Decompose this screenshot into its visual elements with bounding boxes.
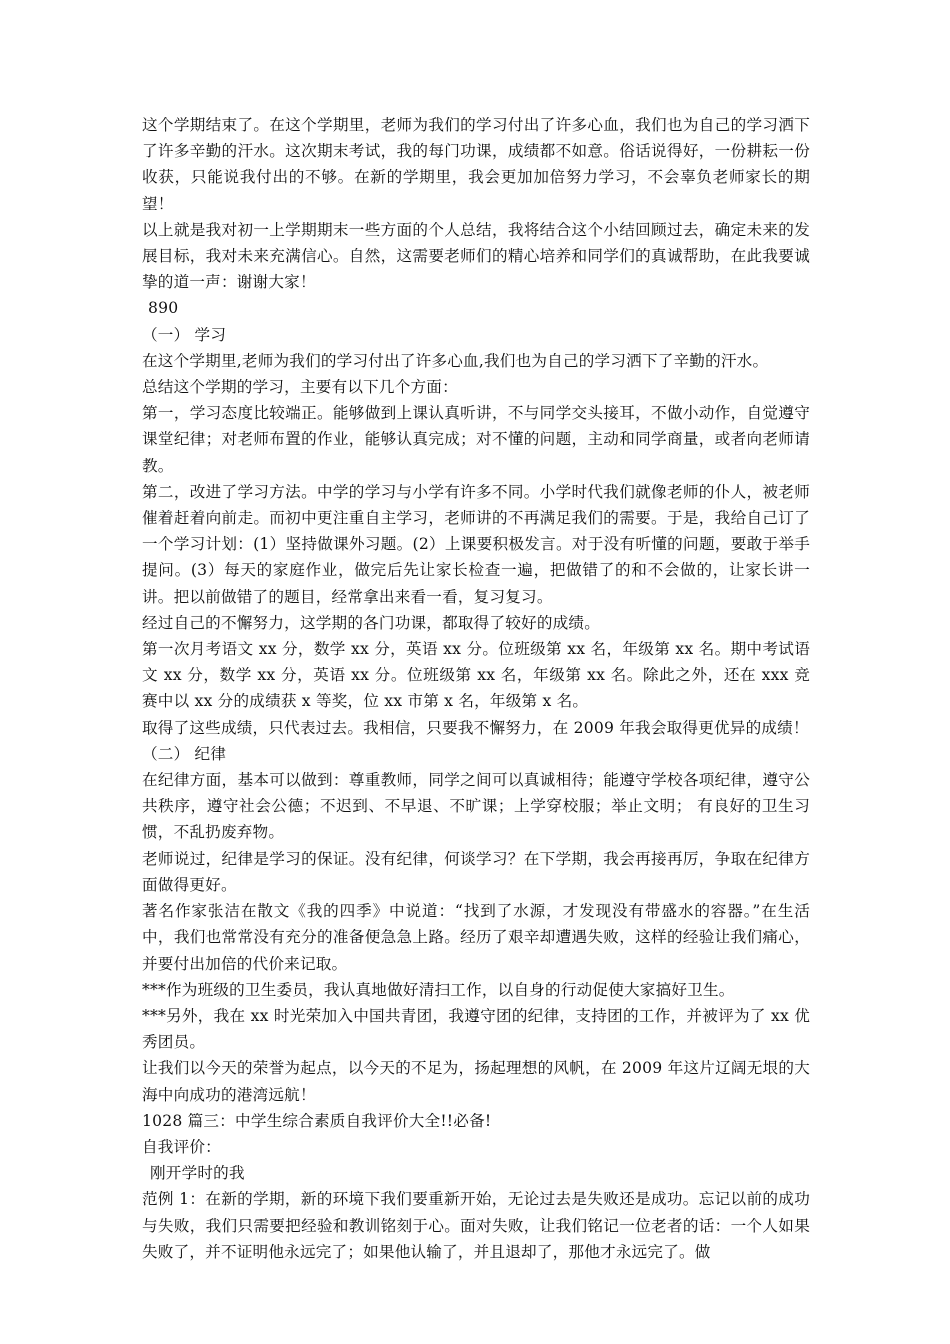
paragraph-youth-league: ***另外，我在 xx 时光荣加入中国共青团，我遵守团的纪律，支持团的工作，并被评为了 xx 优秀团员。	[142, 1006, 810, 1052]
subheading-start-of-term: 刚开学时的我	[150, 1164, 245, 1183]
paragraph-study-intro: 在这个学期里,老师为我们的学习付出了许多心血,我们也为自己的学习洒下了辛勤的汗水。	[142, 351, 769, 370]
section-heading-study: （一） 学习	[142, 325, 227, 344]
paragraph-hygiene: ***作为班级的卫生委员，我认真地做好清扫工作，以自身的行动促使大家搞好卫生。	[142, 980, 735, 999]
paragraph-achievement: 取得了这些成绩，只代表过去。我相信，只要我不懈努力，在 2009 年我会取得更优异的成绩！	[142, 718, 809, 737]
page-number-890: 890	[148, 299, 179, 318]
paragraph-discipline-teacher: 老师说过，纪律是学习的保证。没有纪律，何谈学习？在下学期，我会再接再厉，争取在纪律方面做得更好。	[142, 849, 810, 894]
chapter-heading-part3: 1028 篇三：中学生综合素质自我评价大全!!必备!	[142, 1111, 492, 1130]
paragraph-semester-end: 这个学期结束了。在这个学期里，老师为我们的学习付出了许多心血，我们也为自己的学习洒下了许多辛勤的汗水。这次期末考试，我的每门功课，成绩都不如意。俗话说得好，一份耕耘一份收获，只能说我付出的不够。在新的学期里，我会更加加倍努力学习，不会辜负老师家长的期望！	[142, 116, 810, 213]
paragraph-study-point-1: 第一，学习态度比较端正。能够做到上课认真听讲，不与同学交头接耳，不做小动作，自觉遵守课堂纪律；对老师布置的作业，能够认真完成；对不懂的问题，主动和同学商量，或者向老师请教。	[142, 404, 810, 475]
paragraph-study-point-2: 第二，改进了学习方法。中学的学习与小学有许多不同。小学时代我们就像老师的仆人，被老师催着赶着向前走。而初中更注重自主学习，老师讲的不再满足我们的需要。于是，我给自己订了一个学习计划：(1）坚持做课外习题。(2）上课要积极发言。对于没有听懂的问题，要敢于举手提问。(3）每天的家庭作业，做完后先让家长检查一遍，把做错了的和不会做的，让家长讲一讲。把以前做错了的题目，经常拿出来看一看，复习复习。	[142, 482, 810, 606]
subheading-self-evaluation: 自我评价：	[142, 1137, 221, 1156]
document-page	[142, 112, 810, 1265]
paragraph-summary-closing: 以上就是我对初一上学期期末一些方面的个人总结，我将结合这个小结回顾过去，确定未来的发展目标，我对未来充满信心。自然，这需要老师们的精心培养和同学们的真诚帮助，在此我要诚挚的道一声：谢谢大家！	[142, 220, 810, 292]
paragraph-sail: 让我们以今天的荣誉为起点，以今天的不足为，扬起理想的风帆，在 2009 年这片辽阔无垠的大海中向成功的港湾远航！	[142, 1059, 810, 1104]
paragraph-exam-scores: 第一次月考语文 xx 分，数学 xx 分，英语 xx 分。位班级第 xx 名，年级第 xx 名。期中考试语文 xx 分，数学 xx 分，英语 xx 分。位班级第 xx 名，年级第 xx 名。除此之外，还在 xxx 竞赛中以 xx 分的成绩获 x 等奖，位 xx 市第 x 名，年级第 x 名。	[142, 640, 810, 711]
paragraph-quote: 著名作家张洁在散文《我的四季》中说道：“找到了水源，才发现没有带盛水的容器。”在生活中，我们也常常没有充分的准备便急急上路。经历了艰辛却遭遇失败，这样的经验让我们痛心，并要付出加倍的代价来记取。	[142, 902, 810, 973]
paragraph-study-summary: 总结这个学期的学习，主要有以下几个方面：	[142, 378, 458, 397]
paragraph-example-1: 范例 1：在新的学期，新的环境下我们要重新开始，无论过去是失败还是成功。忘记以前的成功与失败，我们只需要把经验和教训铭刻于心。面对失败，让我们铭记一位老者的话：一个人如果失败了，并不证明他永远完了；如果他认输了，并且退却了，那他才永远完了。做	[142, 1190, 810, 1261]
section-heading-discipline: （二） 纪律	[142, 744, 227, 763]
paragraph-study-result: 经过自己的不懈努力，这学期的各门功课，都取得了较好的成绩。	[142, 613, 601, 632]
paragraph-discipline: 在纪律方面，基本可以做到：尊重教师，同学之间可以真诚相待；能遵守学校各项纪律，遵守公共秩序，遵守社会公德；不迟到、不早退、不旷课；上学穿校服；举止文明； 有良好的卫生习惯，不乱扔废弃物。	[142, 771, 810, 842]
